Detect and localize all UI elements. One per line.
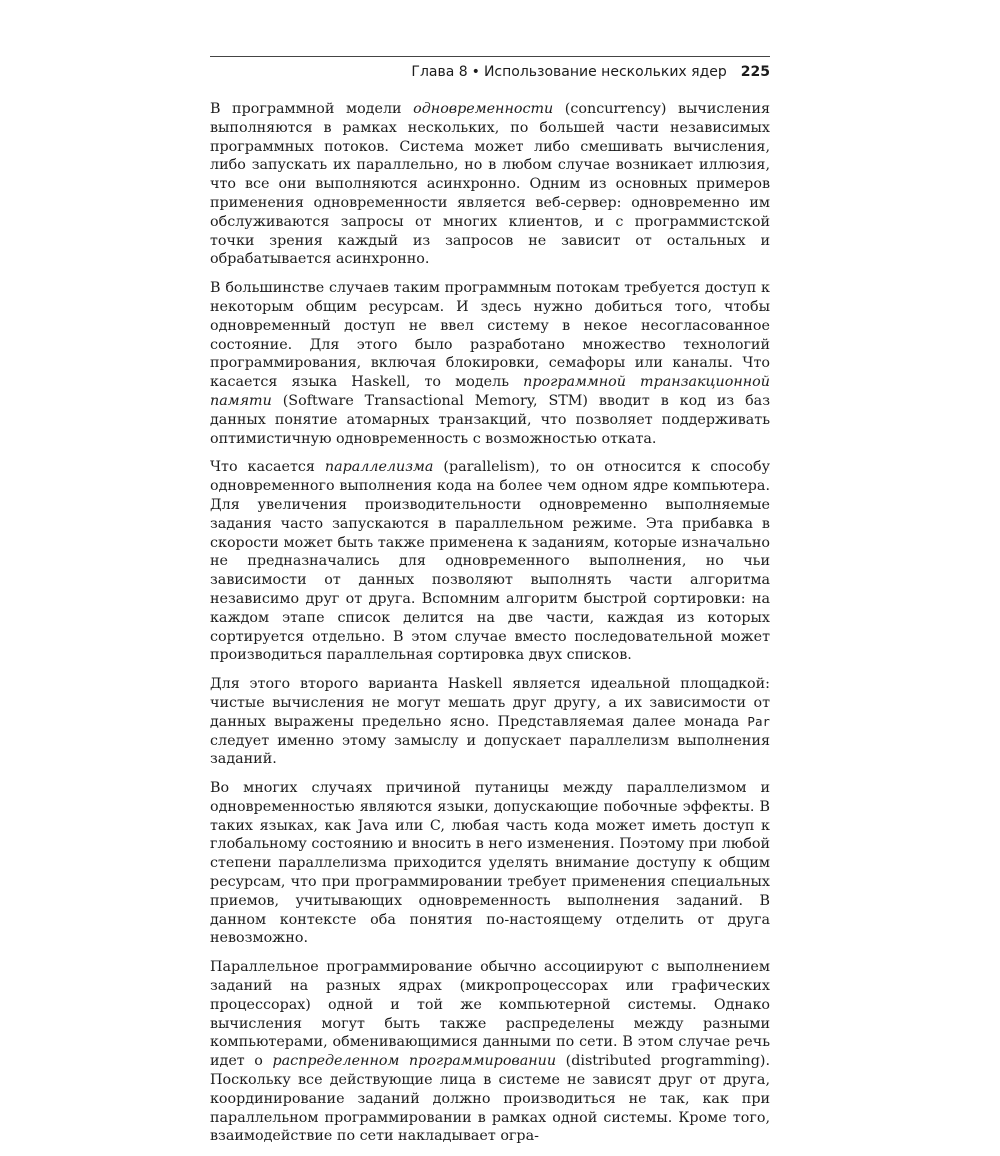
chapter-title: Использование нескольких ядер xyxy=(483,64,727,80)
page-number: 225 xyxy=(740,64,770,80)
paragraph-distributed xyxy=(210,958,770,1146)
text-run: (distributed programming). Поскольку все действующие лица в системе не зависят друг от друга, координирование заданий должно производиться не так, как при параллельном программировании в рамках одной системы. Кроме того, взаимодействие по сети накладывает огра- xyxy=(210,1053,771,1145)
text-run: Для этого второго варианта Haskell является идеальной площадкой: чистые вычисления не могут мешать друг другу, а их зависимости от данных выражены предельно ясно. Представляемая далее монада xyxy=(210,676,770,730)
term-concurrency: одновременности xyxy=(413,101,554,117)
text-run: Параллельное программирование обычно ассоциируют с выполнением заданий на разных ядрах (микропроцессорах или графических процессорах) одной и той же компьютерной системы. Однако вычисления могут быть также распределены между разными компьютерами, обменивающимися данными по сети. В этом случае речь идет о xyxy=(210,959,770,1070)
paragraph-concurrency xyxy=(210,100,770,269)
text-run: следует именно этому замыслу и допускает параллелизм выполнения заданий. xyxy=(210,732,770,768)
paragraph-side-effects: Во многих случаях причиной путаницы между параллелизмом и одновременностью являются языки, допускающие побочные эффекты. В таких языках, как Java или C, любая часть кода может иметь доступ к глобальному состоянию и вносить в него изменения. Поэтому при любой степени параллелизма приходится уделять внимание доступу к общим ресурсам, что при программировании требует применения специальных приемов, учитывающих одновременность выполнения заданий. В данном контексте оба понятия по-настоящему отделить от друга невозможно. xyxy=(210,780,770,947)
paragraph-stm xyxy=(210,279,770,448)
text-run: (Software Transactional Memory, STM) вводит в код из баз данных понятие атомарных транзакций, что позволяет поддерживать оптимистичную одновременность с возможностью отката. xyxy=(210,392,770,447)
term-distributed: распределенном программировании xyxy=(272,1053,557,1070)
running-header xyxy=(210,56,770,82)
term-parallelism: параллелизма xyxy=(324,459,434,476)
text-run: В программной модели xyxy=(210,101,414,117)
paragraph-par-monad xyxy=(210,675,770,769)
code-par: Par xyxy=(747,713,770,729)
body-text xyxy=(210,100,770,1156)
chapter-label: Глава 8 xyxy=(411,64,468,80)
term-stm: программной транзакционной памяти xyxy=(210,374,770,409)
paragraph-parallelism xyxy=(210,458,770,665)
text-run: (parallelism), то он относится к способу одновременного выполнения кода на более чем одном ядре компьютера. Для увеличения производительности одновременно выполняемые задания часто запускаются в параллельном режиме. Эта прибавка в скорости может быть также применена к заданиям, которые изначально не предназначались для одновременного выполнения, но чьи зависимости от данных позволяют выполнять части алгоритма независимо друг от друга. Вспомним алгоритм быстрой сортировки: на каждом этапе список делится на две части, каждая из которых сортируется отдельно. В этом случае вместо последовательной может производиться параллельная сортировка двух списков. xyxy=(210,459,770,664)
text-run: Что касается xyxy=(210,459,325,476)
text-run: В большинстве случаев таким программным потокам требуется доступ к некоторым общим ресурсам. И здесь нужно добиться того, чтобы одновременный доступ не ввел систему в некое несогласованное состояние. Для этого было разработано множество технологий программирования, включая блокировки, семафоры или каналы. Что касается языка Haskell, то модель xyxy=(210,280,770,391)
header-separator: • xyxy=(471,64,480,80)
text-run: (concurrency) вычисления выполняются в рамках нескольких, по большей части независимых программных потоков. Система может либо смешивать вычисления, либо запускать их параллельно, но в любом случае возникает иллюзия, что все они выполняются асинхронно. Одним из основных примеров применения одновременности является веб-сервер: одновременно им обслуживаются запросы от многих клиентов, и с программистской точки зрения каждый из запросов не зависит от остальных и обрабатывается асинхронно. xyxy=(210,101,770,268)
